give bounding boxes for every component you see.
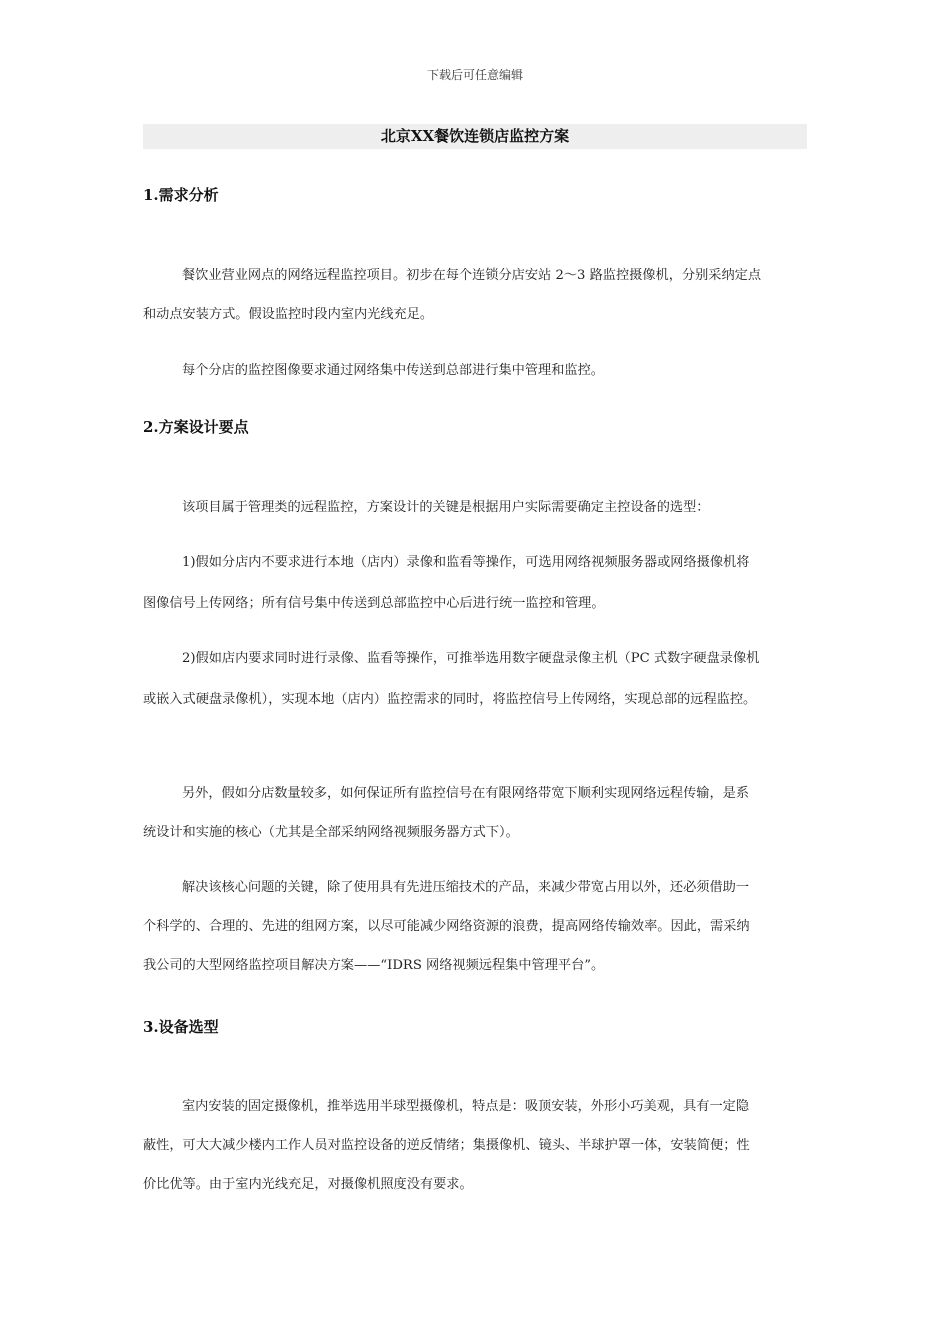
paragraph-line: 2)假如店内要求同时进行录像、监看等操作，可推举选用数字硬盘录像主机（PC 式数字硬盘录像机: [182, 651, 760, 666]
paragraph: [143, 638, 811, 720]
paragraph-line: 统设计和实施的核心（尤其是全部采纳网络视频服务器方式下）。: [143, 825, 519, 840]
paragraph: [143, 542, 811, 624]
document-title: 北京XX餐饮连锁店监控方案: [143, 124, 807, 149]
paragraph: [143, 256, 811, 334]
paragraph-line: 每个分店的监控图像要求通过网络集中传送到总部进行集中管理和监控。: [182, 363, 604, 378]
header-note: 下载后可任意编辑: [426, 68, 523, 82]
paragraph-line: 图像信号上传网络；所有信号集中传送到总部监控中心后进行统一监控和管理。: [143, 596, 605, 611]
paragraph: [143, 1087, 811, 1204]
section-heading-design-points: 2.方案设计要点: [143, 418, 249, 436]
paragraph-line: 解决该核心问题的关键，除了使用具有先进压缩技术的产品，来减少带宽占用以外，还必须借助一: [182, 880, 750, 895]
paragraph-line: 或嵌入式硬盘录像机），实现本地（店内）监控需求的同时，将监控信号上传网络，实现总部的远程监控。: [143, 692, 757, 707]
paragraph-line: 室内安装的固定摄像机，推举选用半球型摄像机，特点是：吸顶安装，外形小巧美观，具有一定隐: [182, 1099, 750, 1114]
paragraph-line: 1)假如分店内不要求进行本地（店内）录像和监看等操作，可选用网络视频服务器或网络摄像机将: [182, 555, 750, 570]
paragraph: [143, 868, 811, 985]
paragraph: [182, 488, 811, 527]
paragraph-line: 价比优等。由于室内光线充足，对摄像机照度没有要求。: [143, 1177, 473, 1192]
section-heading-equipment-selection: 3.设备选型: [143, 1018, 219, 1036]
section-heading-requirements: 1.需求分析: [143, 186, 219, 204]
paragraph-line: 该项目属于管理类的远程监控，方案设计的关键是根据用户实际需要确定主控设备的选型：: [182, 500, 710, 515]
paragraph: [182, 351, 811, 390]
paragraph-line: 另外，假如分店数量较多，如何保证所有监控信号在有限网络带宽下顺利实现网络远程传输，是系: [182, 786, 750, 801]
paragraph-line: 我公司的大型网络监控项目解决方案——“IDRS 网络视频远程集中管理平台”。: [143, 958, 605, 973]
paragraph: [143, 774, 811, 852]
paragraph-line: 餐饮业营业网点的网络远程监控项目。初步在每个连锁分店安站 2～3 路监控摄像机，分别采纳定点: [182, 268, 762, 283]
paragraph-line: 个科学的、合理的、先进的组网方案，以尽可能减少网络资源的浪费，提高网络传输效率。因此，需采纳: [143, 919, 750, 934]
paragraph-line: 蔽性，可大大减少楼内工作人员对监控设备的逆反情绪；集摄像机、镜头、半球护罩一体，安装简便；性: [143, 1138, 750, 1153]
paragraph-line: 和动点安装方式。假设监控时段内室内光线充足。: [143, 307, 434, 322]
